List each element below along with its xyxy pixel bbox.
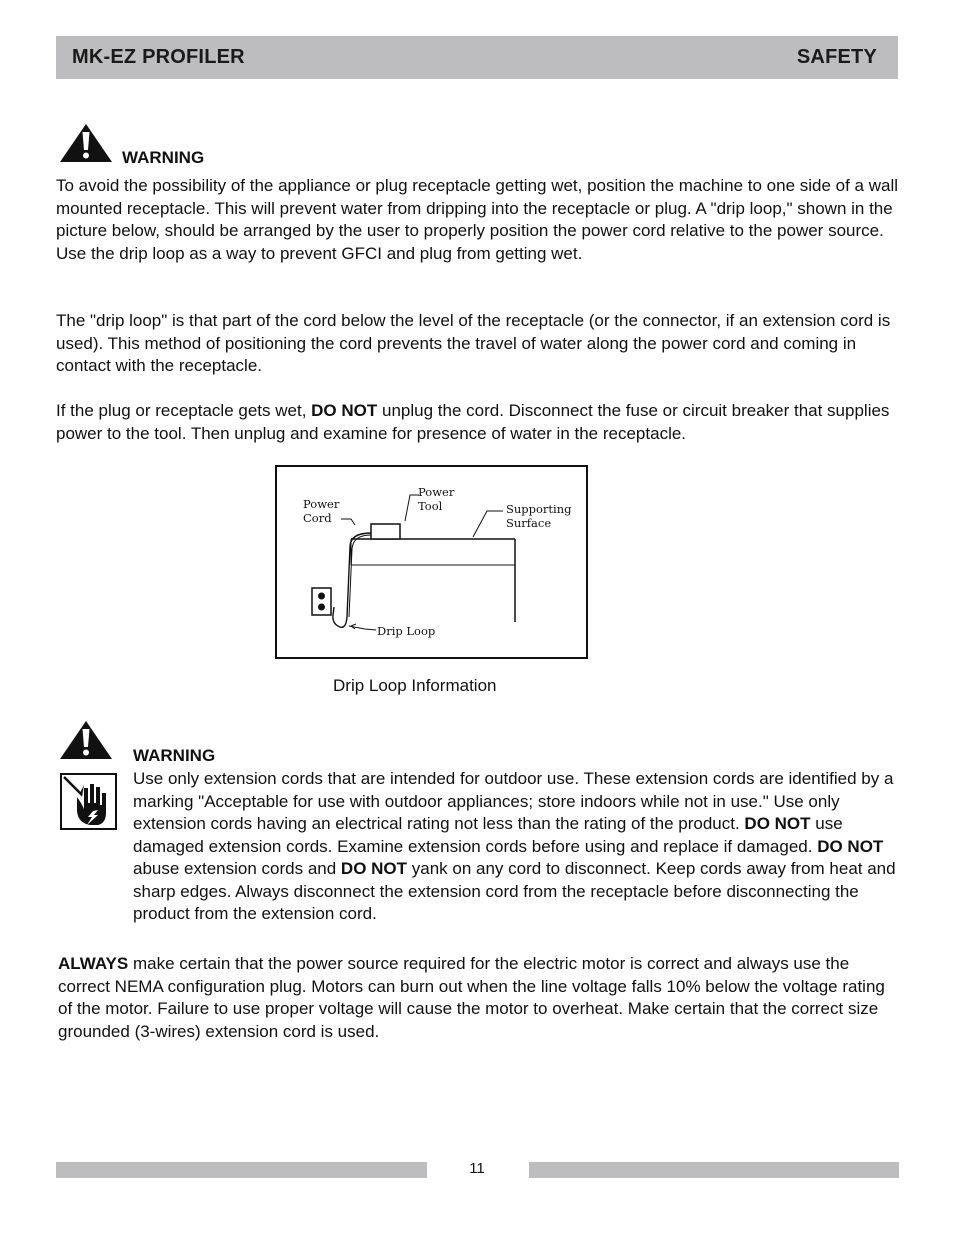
emphasis-text: DO NOT — [744, 814, 811, 833]
section-title: SAFETY — [796, 46, 877, 68]
label-drip-loop: Drip Loop — [377, 624, 436, 638]
figure-caption: Drip Loop Information — [333, 676, 497, 695]
warning-label-2: WARNING — [133, 746, 216, 765]
emphasis-text: DO NOT — [340, 859, 408, 878]
drip-loop-figure — [275, 465, 588, 659]
label-power-tool: Power Tool — [418, 485, 455, 513]
electric-shock-hazard-icon — [60, 773, 117, 830]
always-paragraph: ALWAYS make certain that the power source required for the electric motor is correct and always use the correct NEMA configuration plug. Motors can burn out when the line voltage falls 10% below the voltage rating of the motor. Failure to use proper voltage will cause the motor to overheat. Make certain that the correct size grounded (3-wires) extension cord is used. — [58, 954, 885, 1041]
warning-paragraph-1: To avoid the possibility of the appliance or plug receptacle getting wet, position the machine to one side of a wall mounted receptacle. This will prevent water from dripping into the receptacle or plug. A "drip loop," shown in the picture below, should be arranged by the user to properly position the power cord relative to the power source. Use the drip loop as a way to prevent GFCI and plug from getting wet. — [56, 176, 899, 263]
extension-cord-paragraph: Use only extension cords that are intended for outdoor use. These extension cords are identified by a marking "Acceptable for use with outdoor appliances; store indoors while not in use." Use only extension cords having an electrical rating not less than the rating of the product. DO NOT use damaged extension cords. Examine extension cords before using and replace if damaged. DO NOT abuse extension cords and DO NOT yank on any cord to disconnect. Keep cords away from heat and sharp edges. Always disconnect the extension cord from the receptacle before disconnecting the product from the extension cord. — [133, 769, 896, 923]
warning-triangle-icon — [59, 123, 113, 163]
emphasis-text: DO NOT — [311, 401, 378, 420]
label-power-cord: Power Cord — [303, 497, 340, 525]
header-bar — [56, 36, 898, 79]
page-number: 11 — [469, 1160, 485, 1177]
emphasis-text: DO NOT — [817, 836, 884, 856]
drip-loop-paragraph: The "drip loop" is that part of the cord below the level of the receptacle (or the connector, if an extension cord is used). This method of positioning the cord prevents the travel of water along the power cord and coming in contact with the receptacle. — [56, 311, 891, 375]
label-supporting-surface: Supporting Surface — [506, 502, 572, 530]
warning-triangle-icon — [59, 720, 113, 760]
manual-title: MK-EZ PROFILER — [72, 46, 245, 68]
wet-plug-paragraph: If the plug or receptacle gets wet, DO NOT unplug the cord. Disconnect the fuse or circuit breaker that supplies power to the tool. Then unplug and examine for presence of water in the receptacle. — [56, 401, 890, 443]
warning-label-1: WARNING — [122, 148, 205, 167]
emphasis-text: ALWAYS — [58, 954, 129, 973]
